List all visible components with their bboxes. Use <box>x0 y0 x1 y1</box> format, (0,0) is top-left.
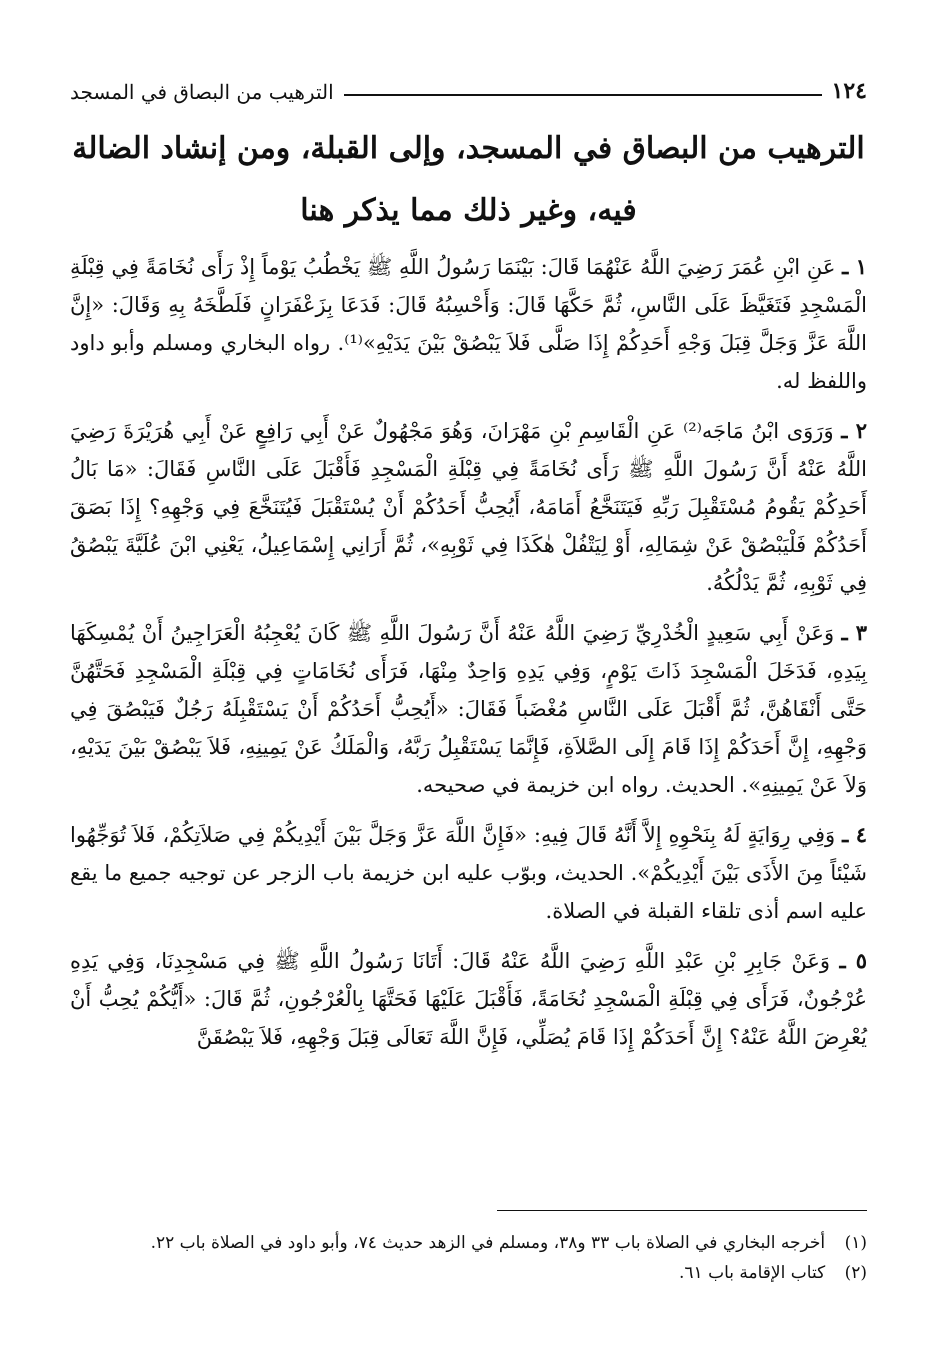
footnote-number: (١) <box>844 1233 867 1253</box>
footnote-number: (٢) <box>844 1263 867 1283</box>
hadith-paragraph <box>70 248 867 400</box>
running-title: الترهيب من البصاق في المسجد <box>70 80 334 104</box>
hadith-text: وَفِي رِوَايَةٍ لَهُ بِنَحْوِهِ إِلاَّ أَنَّهُ قَالَ فِيهِ: «فَإِنَّ اللَّهَ عَزَّ وَجَلَّ بَيْنَ أَيْدِيكُمْ فِي صَلاَتِكُمْ، فَلاَ تُوَجِّهُوا شَيْئاً مِنَ الأَذَى بَيْنَ أَيْدِيكُمْ». الحديث، وبوّب عليه ابن خزيمة باب الزجر عن توجيه جميع ما يقع عليه اسم أذى تلقاء القبلة في الصلاة. <box>70 823 867 923</box>
running-header <box>70 70 867 104</box>
hadith-number: ٥ ـ <box>839 948 867 973</box>
footnotes <box>70 1228 867 1288</box>
chapter-title-line-2: فيه، وغير ذلك مما يذكر هنا <box>300 193 637 228</box>
hadith-paragraph <box>70 816 867 930</box>
chapter-title <box>70 118 867 242</box>
hadith-paragraph <box>70 412 867 602</box>
hadith-number: ٢ ـ <box>841 418 867 443</box>
hadith-paragraph <box>70 942 867 1056</box>
chapter-title-line-1: الترهيب من البصاق في المسجد، وإلى القبلة، ومن إنشاد الضالة <box>72 131 865 166</box>
hadith-number: ٤ ـ <box>842 822 867 847</box>
footnote <box>70 1228 867 1258</box>
book-page <box>70 70 867 1330</box>
footnote-text: أخرجه البخاري في الصلاة باب ٣٣ و٣٨، ومسلم في الزهد حديث ٧٤، وأبو داود في الصلاة باب ٢٢. <box>150 1233 826 1253</box>
hadith-paragraph <box>70 614 867 804</box>
hadith-text: وَعَنْ جَابِرِ بْنِ عَبْدِ اللَّهِ رَضِيَ اللَّهُ عَنْهُ قَالَ: أَتَانَا رَسُولُ اللَّهِ ﷺ فِي مَسْجِدِنَا، وَفِي يَدِهِ عُرْجُونٌ، فَرَأَى فِي قِبْلَةِ الْمَسْجِدِ نُخَامَةً، فَأَقْبَلَ عَلَيْهَا فَحَتَّهَا بِالْعُرْجُونِ، ثُمَّ قَالَ: «أَيُّكُمْ يُحِبُّ أَنْ يُعْرِضَ اللَّهُ عَنْهُ؟ إِنَّ أَحَدَكُمْ إِذَا قَامَ يُصَلِّي، فَإِنَّ اللَّهَ تَعَالَى قِبَلَ وَجْهِهِ، فَلاَ يَبْصُقَنَّ <box>70 949 867 1049</box>
hadith-number: ١ ـ <box>842 254 867 279</box>
hadith-text: وَرَوَى ابْنُ مَاجَه⁽²⁾ عَنِ الْقَاسِمِ بْنِ مَهْرَانَ، وَهُوَ مَجْهُولٌ عَنْ أَبِي رَافِعٍ عَنْ أَبِي هُرَيْرَةَ رَضِيَ اللَّهُ عَنْهُ أَنَّ رَسُولَ اللَّهِ ﷺ رَأَى نُخَامَةً فِي قِبْلَةِ الْمَسْجِدِ فَأَقْبَلَ عَلَى النَّاسِ فَقَالَ: «مَا بَالُ أَحَدِكُمْ يَقُومُ مُسْتَقْبِلَ رَبِّهِ فَيَتَنَخَّعُ أَمَامَهُ، أَيُحِبُّ أَحَدُكُمْ أَنْ يُسْتَقْبَلَ فَيُتَنَخَّعَ فِي وَجْهِهِ؟ إِذَا بَصَقَ أَحَدُكُمْ فَلْيَبْصُقْ عَنْ شِمَالِهِ، أَوْ لِيَتْفُلْ هٰكَذَا فِي ثَوْبِهِ»، ثُمَّ أَرَانِي إِسْمَاعِيلُ، يَعْنِي ابْنَ عُلَيَّةَ يَبْصُقُ فِي ثَوْبِهِ، ثُمَّ يَدْلُكُهُ. <box>70 419 867 595</box>
footnote-separator <box>497 1210 867 1211</box>
hadith-number: ٣ ـ <box>841 620 867 645</box>
page-number: ١٢٤ <box>831 78 867 104</box>
footnote <box>70 1258 867 1288</box>
hadith-text: وَعَنْ أَبِي سَعِيدٍ الْخُدْرِيِّ رَضِيَ اللَّهُ عَنْهُ أَنَّ رَسُولَ اللَّهِ ﷺ كَانَ يُعْجِبُهُ الْعَرَاجِينُ أَنْ يُمْسِكَهَا بِيَدِهِ، فَدَخَلَ الْمَسْجِدَ ذَاتَ يَوْمٍ، وَفِي يَدِهِ وَاحِدٌ مِنْهَا، فَرَأَى نُخَامَاتٍ فِي قِبْلَةِ الْمَسْجِدِ فَحَتَّهُنَّ حَتَّى أَنْقَاهُنَّ، ثُمَّ أَقْبَلَ عَلَى النَّاسِ مُغْضَباً فَقَالَ: «أَيُحِبُّ أَحَدُكُمْ أَنْ يَسْتَقْبِلَهُ رَجُلٌ فَيَبْصُقَ فِي وَجْهِهِ، إِنَّ أَحَدَكُمْ إِذَا قَامَ إِلَى الصَّلاَةِ، فَإِنَّمَا يَسْتَقْبِلُ رَبَّهُ، وَالْمَلَكُ عَنْ يَمِينِهِ، فَلاَ يَبْصُقْ بَيْنَ يَدَيْهِ، وَلاَ عَنْ يَمِينِهِ». الحديث. رواه ابن خزيمة في صحيحه. <box>70 621 867 797</box>
header-rule <box>344 94 822 96</box>
footnote-text: كتاب الإقامة باب ٦١. <box>679 1263 826 1283</box>
hadith-text: عَنِ ابْنِ عُمَرَ رَضِيَ اللَّهُ عَنْهُمَا قَالَ: بَيْنَمَا رَسُولُ اللَّهِ ﷺ يَخْطُبُ يَوْماً إِذْ رَأَى نُخَامَةً فِي قِبْلَةِ الْمَسْجِدِ فَتَغَيَّظَ عَلَى النَّاسِ، ثُمَّ حَكَّهَا قَالَ: وَأَحْسِبُهُ قَالَ: فَدَعَا بِزَعْفَرَانٍ فَلَطَّخَهُ بِهِ وَقَالَ: «إِنَّ اللَّهَ عَزَّ وَجَلَّ قِبَلَ وَجْهِ أَحَدِكُمْ إِذَا صَلَّى فَلاَ يَبْصُقْ بَيْنَ يَدَيْهِ»⁽¹⁾. رواه البخاري ومسلم وأبو داود واللفظ له. <box>70 255 867 393</box>
